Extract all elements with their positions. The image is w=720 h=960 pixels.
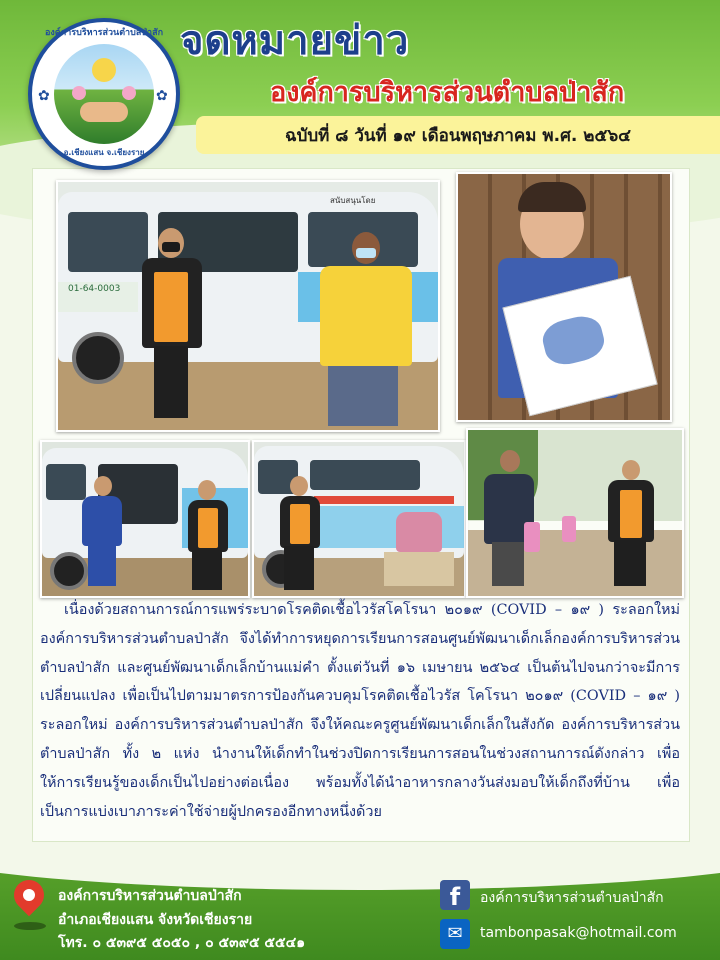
seal-flower bbox=[72, 86, 86, 100]
van-label: สนับสนุนโดย bbox=[330, 196, 376, 205]
seal-flower bbox=[122, 86, 136, 100]
footer-phone: โทร. ๐ ๕๓๙๕ ๕๐๕๐ , ๐ ๕๓๙๕ ๕๕๔๑ bbox=[58, 935, 306, 951]
photo-child-worksheet bbox=[456, 172, 672, 422]
footer-address: อำเภอเชียงแสน จังหวัดเชียงราย bbox=[58, 912, 253, 928]
seal-handshake bbox=[80, 102, 128, 122]
outlook-mail-icon[interactable]: ✉ bbox=[440, 919, 470, 949]
email-link[interactable]: tambonpasak@hotmail.com bbox=[480, 925, 677, 941]
newsletter-subtitle: องค์การบริหารส่วนตำบลป่าสัก bbox=[270, 77, 625, 108]
seal-text-bottom: อ.เชียงแสน จ.เชียงราย bbox=[63, 148, 145, 157]
photo-van-delivery-2 bbox=[252, 440, 466, 598]
facebook-icon[interactable]: f bbox=[440, 880, 470, 910]
seal-star-icon: ✿ bbox=[38, 88, 50, 104]
seal-text-top: องค์การบริหารส่วนตำบลป่าสัก bbox=[44, 28, 164, 38]
newsletter-title: จดหมายข่าว bbox=[180, 18, 410, 64]
seal-emblem bbox=[54, 44, 154, 144]
facebook-page-link[interactable]: องค์การบริหารส่วนตำบลป่าสัก bbox=[480, 890, 664, 906]
organization-seal bbox=[28, 18, 180, 170]
van-plate: 01-64-0003 bbox=[68, 284, 121, 294]
location-pin-shadow bbox=[14, 922, 46, 930]
article-body: เนื่องด้วยสถานการณ์การแพร่ระบาดโรคติดเชื้อไวรัสโคโรนา ๒๐๑๙ (COVID – ๑๙ ) ระลอกใหม่ องค์การบริหารส่วนตำบลป่าสัก จึงได้ทำการหยุดการเรียนการสอนศูนย์พัฒนาเด็กเล็กองค์การบริหารส่วนตำบลป่าสัก และศูนย์พัฒนาเด็กเล็กบ้านแม่คำ ตั้งแต่วันที่ ๑๖ เมษายน ๒๕๖๔ เป็นต้นไปจนกว่าจะมีการเปลี่ยนแปลง เพื่อเป็นไปตามมาตรการป้องกันควบคุมโรคติดเชื้อไวรัส โคโรนา ๒๐๑๙ (COVID – ๑๙ ) ระลอกใหม่ องค์การบริหารส่วนตำบลป่าสัก จึงให้คณะครูศูนย์พัฒนาเด็กเล็กในสังกัด องค์การบริหารส่วนตำบลป่าสัก ทั้ง ๒ แห่ง นำงานให้เด็กทำในช่วงปิดการเรียนการสอนในช่วงสถานการณ์ดังกล่าว เพื่อให้การเรียนรู้ของเด็กเป็นไปอย่างต่อเนื่อง พร้อมทั้งได้นำอาหารกลางวันส่งมอบให้เด็กถึงที่บ้าน เพื่อเป็นการแบ่งเบาภาระค่าใช้จ่ายผู้ปกครองอีกทางหนึ่งด้วย bbox=[40, 602, 680, 820]
table bbox=[384, 552, 454, 586]
photo-van-delivery-1 bbox=[40, 440, 250, 598]
seal-star-icon: ✿ bbox=[156, 88, 168, 104]
photo-van-handover bbox=[56, 180, 440, 432]
issue-info: ฉบับที่ ๘ วันที่ ๑๙ เดือนพฤษภาคม พ.ศ. ๒๕๖๔ bbox=[196, 116, 720, 154]
seal-sun bbox=[92, 58, 116, 82]
footer-org-name: องค์การบริหารส่วนตำบลป่าสัก bbox=[58, 888, 242, 904]
photo-street-delivery bbox=[466, 428, 684, 598]
